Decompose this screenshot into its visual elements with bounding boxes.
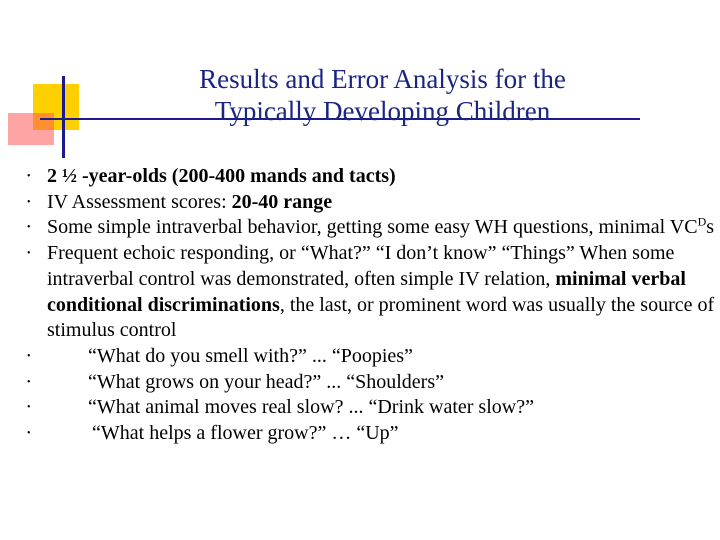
list-item — [18, 190, 718, 216]
list-item — [18, 395, 718, 421]
item-echoic-tail: , the last, or prominent word was usually the source of stimulus control — [47, 293, 715, 342]
list-item — [18, 164, 718, 190]
bullet-icon: • — [27, 376, 31, 388]
slide-title — [150, 63, 615, 127]
bullet-icon: • — [27, 428, 31, 440]
list-item — [18, 421, 718, 447]
item-iv-prefix: IV Assessment scores: — [47, 190, 232, 213]
bullet-icon: • — [27, 402, 31, 414]
example-2: “What grows on your head?” ... “Shoulders” — [88, 370, 444, 393]
bullet-icon: • — [27, 196, 31, 208]
list-item — [18, 344, 718, 370]
list-item — [18, 370, 718, 396]
example-4: “What helps a flower grow?” … “Up” — [92, 422, 399, 445]
item-age: 2 ½ -year-olds (200-400 mands and tacts) — [47, 165, 396, 187]
bullet-icon: • — [27, 222, 31, 234]
example-1: “What do you smell with?” ... “Poopies” — [88, 344, 413, 367]
item-simple-sup: D — [697, 214, 707, 229]
bullet-icon: • — [27, 171, 31, 182]
example-3: “What animal moves real slow? ... “Drink water slow?” — [88, 396, 534, 419]
item-echoic: Frequent echoic responding, or “What?” “I don’t know” “Things” When some intraverbal control was demonstrated, often simple IV relation, — [47, 242, 675, 290]
title-line-1: Results and Error Analysis for the — [199, 64, 566, 94]
bullet-list — [18, 164, 718, 447]
list-item — [18, 241, 718, 344]
item-echoic-bold: minimal verbal conditional discriminations — [47, 267, 686, 316]
decor-vertical-line — [62, 76, 65, 158]
bullet-icon: • — [27, 350, 31, 362]
bullet-icon: • — [27, 248, 31, 260]
item-iv-range: 20-40 range — [231, 190, 333, 213]
item-simple-suffix: s — [706, 216, 715, 239]
list-item — [18, 215, 718, 241]
item-simple-text: Some simple intraverbal behavior, getting some easy WH questions, minimal VC — [47, 216, 698, 239]
title-line-2: Typically Developing Children — [214, 96, 551, 126]
